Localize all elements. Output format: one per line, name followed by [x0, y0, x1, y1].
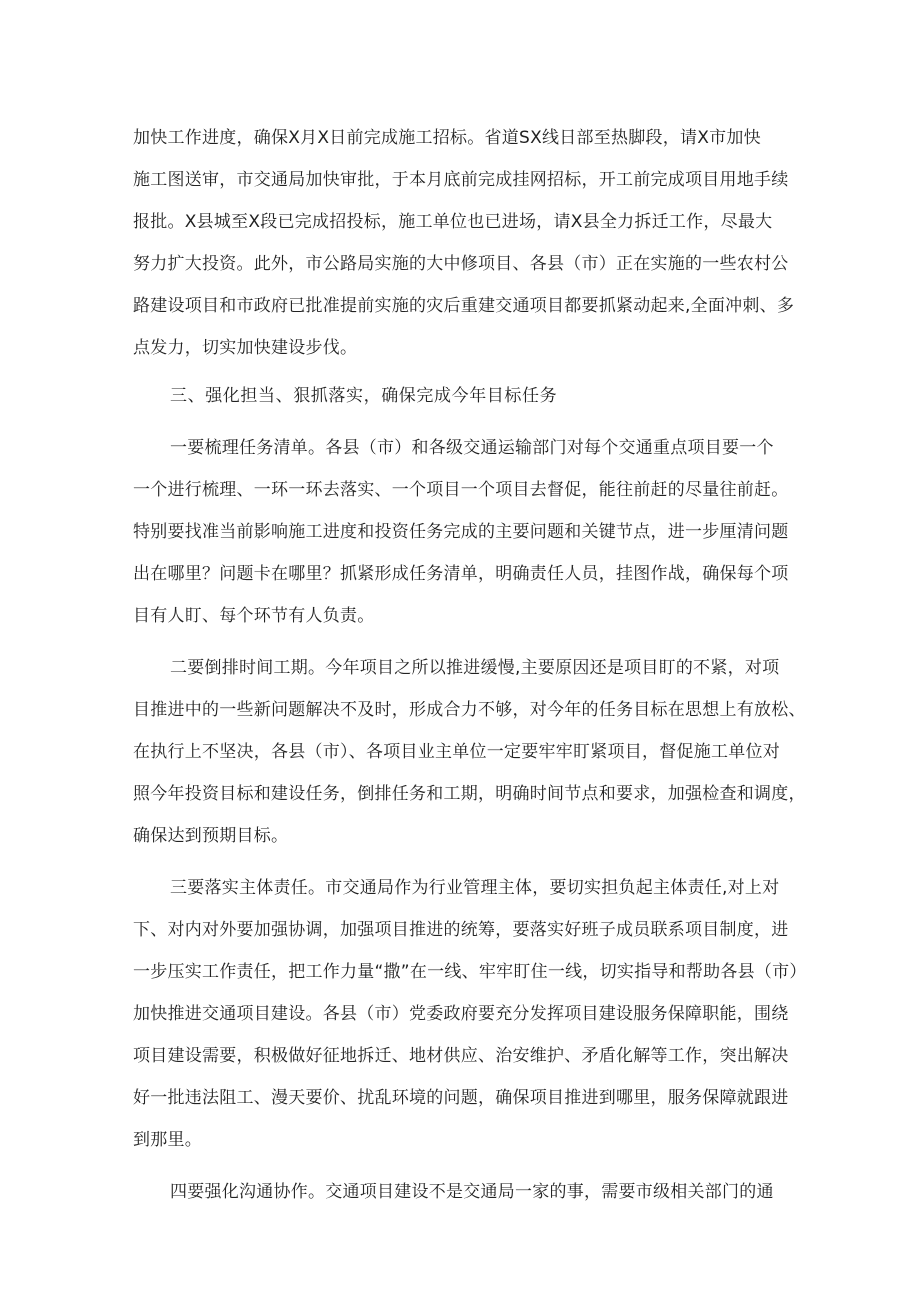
text-line: 目推进中的一些新问题解决不及时，形成合力不够，对今年的任务目标在思想上有放松、	[133, 700, 806, 720]
text-line: 目有人盯、每个环节有人负责。	[133, 606, 375, 626]
text-line: 特别要找准当前影响施工进度和投资任务完成的主要问题和关键节点，进一步厘清问题	[133, 522, 789, 542]
text-line: 出在哪里？问题卡在哪里？抓紧形成任务清单，明确责任人员，挂图作战，确保每个项	[133, 564, 789, 584]
text-line: 加快工作进度，确保X月X日前完成施工招标。省道SX线日部至热脚段，请X市加快	[133, 128, 761, 148]
text-line: 施工图送审，市交通局加快审批，于本月底前完成挂网招标，开工前完成项目用地手续	[133, 170, 789, 190]
text-line: 四要强化沟通协作。交通项目建设不是交通局一家的事，需要市级相关部门的通	[170, 1182, 774, 1202]
text-line: 路建设项目和市政府已批准提前实施的灾后重建交通项目都要抓紧动起来,全面冲刺、多	[133, 296, 795, 316]
text-line: 确保达到预期目标。	[133, 826, 289, 846]
text-line: 一要梳理任务清单。各县（市）和各级交通运输部门对每个交通重点项目要一个	[170, 438, 774, 458]
text-line: 加快推进交通项目建设。各县（市）党委政府要充分发挥项目建设服务保障职能，围绕	[133, 1004, 789, 1024]
text-line: 努力扩大投资。此外，市公路局实施的大中修项目、各县（市）正在实施的一些农村公	[133, 254, 789, 274]
text-line: 三要落实主体责任。市交通局作为行业管理主体，要切实担负起主体责任,对上对	[170, 878, 780, 898]
text-line: 照今年投资目标和建设任务，倒排任务和工期，明确时间节点和要求，加强检查和调度，	[133, 784, 806, 804]
text-line: 点发力，切实加快建设步伐。	[133, 338, 358, 358]
section-heading: 三、强化担当、狠抓落实，确保完成今年目标任务	[170, 386, 558, 406]
text-line: 报批。X县城至X段已完成招投标，施工单位也已进场，请X县全力拆迁工作，尽最大	[133, 212, 773, 232]
text-line: 下、对内对外要加强协调，加强项目推进的统筹，要落实好班子成员联系项目制度，进	[133, 920, 789, 940]
text-line: 好一批违法阻工、漫天要价、扰乱环境的问题，确保项目推进到哪里，服务保障就跟进	[133, 1088, 789, 1108]
text-line: 在执行上不坚决，各县（市）、各项目业主单位一定要牢牢盯紧项目，督促施工单位对	[133, 742, 780, 762]
text-line: 一步压实工作责任，把工作力量“撒”在一线、牢牢盯住一线，切实指导和帮助各县（市）	[133, 962, 807, 982]
text-line: 到那里。	[133, 1130, 202, 1150]
text-line: 二要倒排时间工期。今年项目之所以推进缓慢,主要原因还是项目盯的不紧，对项	[170, 658, 780, 678]
text-line: 一个进行梳理、一环一环去落实、一个项目一个项目去督促，能往前赶的尽量往前赶。	[133, 480, 789, 500]
text-line: 项目建设需要，积极做好征地拆迁、地材供应、治安维护、矛盾化解等工作，突出解决	[133, 1046, 789, 1066]
